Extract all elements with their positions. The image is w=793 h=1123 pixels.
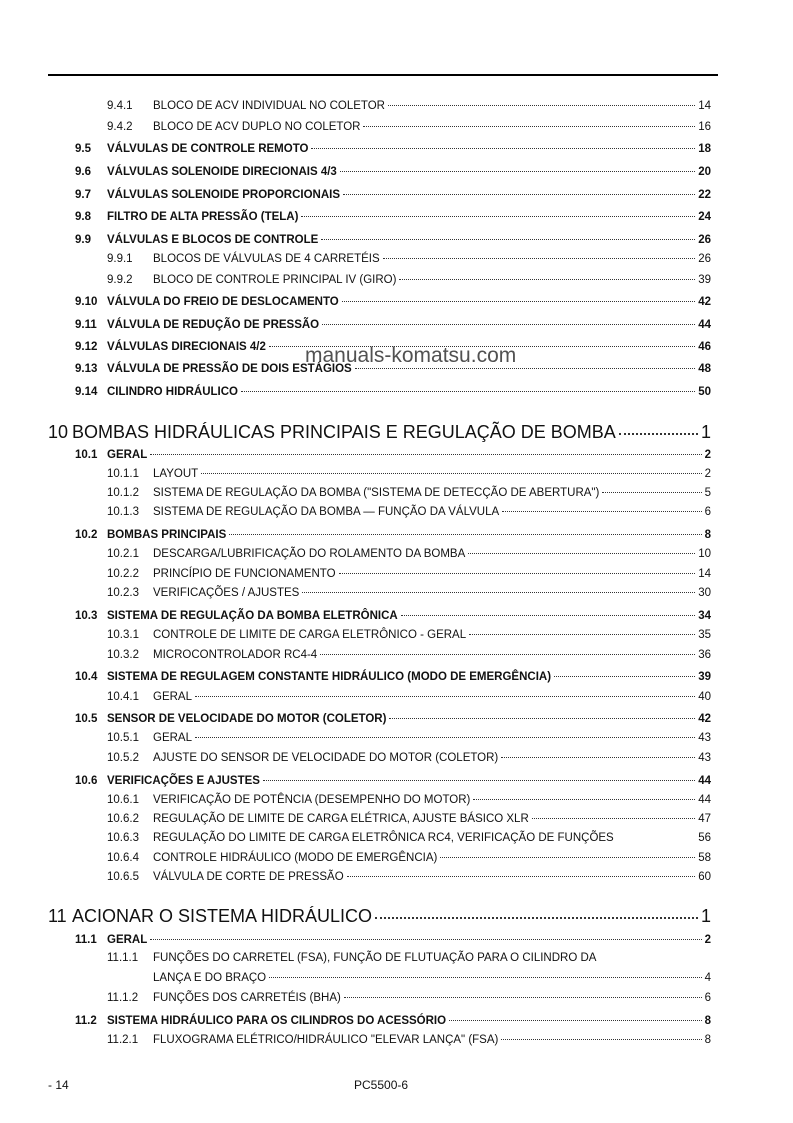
toc-entry-page: 26	[698, 234, 711, 246]
toc-entry-number: 9.10	[75, 296, 98, 308]
toc-entry-number: 10.6.1	[107, 794, 139, 806]
toc-entry[interactable]	[75, 931, 711, 947]
toc-entry-title: DESCARGA/LUBRIFICAÇÃO DO ROLAMENTO DA BOMBA	[153, 548, 466, 560]
toc-entry[interactable]	[107, 791, 711, 807]
toc-entry-number: 9.4.2	[107, 121, 133, 133]
toc-entry[interactable]	[107, 1031, 711, 1047]
toc-entry-number: 9.13	[75, 363, 98, 375]
toc-entry-page: 42	[698, 713, 711, 725]
toc-entry-title: FILTRO DE ALTA PRESSÃO (TELA)	[107, 211, 299, 223]
toc-entry-title: VÁLVULAS DE CONTROLE REMOTO	[107, 143, 309, 155]
toc-entry[interactable]	[75, 668, 711, 684]
toc-entry-title: SISTEMA DE REGULAÇÃO DA BOMBA ("SISTEMA DE DETECÇÃO DE ABERTURA")	[153, 487, 600, 499]
toc-entry-number: 9.11	[75, 319, 97, 331]
toc-entry-page: 18	[698, 143, 711, 155]
toc-entry-page: 44	[698, 319, 711, 331]
toc-entry-title: VÁLVULAS SOLENOIDE PROPORCIONAIS	[107, 189, 341, 201]
toc-entry-title: BOMBAS PRINCIPAIS	[107, 529, 227, 541]
toc-entry-page: 8	[704, 1034, 711, 1046]
toc-entry[interactable]	[107, 729, 711, 745]
toc-entry-page: 44	[698, 794, 711, 806]
toc-entry[interactable]	[107, 749, 711, 765]
dot-leader	[263, 769, 695, 781]
toc-entry-number: 11.1.2	[107, 992, 139, 1004]
toc-entry[interactable]	[107, 250, 711, 266]
toc-entry[interactable]	[107, 849, 711, 865]
toc-entry[interactable]	[75, 710, 711, 726]
dot-leader	[320, 643, 695, 655]
toc-entry-title: FLUXOGRAMA ELÉTRICO/HIDRÁULICO "ELEVAR LANÇA" (FSA)	[153, 1034, 499, 1046]
toc-entry-page: 39	[698, 671, 711, 683]
dot-leader	[269, 966, 701, 978]
toc-entry-number: 10.6.4	[107, 852, 139, 864]
toc-entry-number: 9.4.1	[107, 100, 133, 112]
toc-entry-title: VERIFICAÇÕES E AJUSTES	[107, 775, 260, 787]
toc-entry-title: VÁLVULAS DIRECIONAIS 4/2	[107, 341, 266, 353]
dot-leader	[302, 581, 695, 593]
dot-leader	[321, 228, 695, 240]
toc-entry-title: VÁLVULA DE REDUÇÃO DE PRESSÃO	[107, 319, 320, 331]
toc-entry-number: 9.7	[75, 189, 91, 201]
toc-entry-number: 10.1.2	[107, 487, 139, 499]
toc-entry-number: 10.2.3	[107, 587, 139, 599]
toc-entry-title: VÁLVULA DO FREIO DE DESLOCAMENTO	[107, 296, 339, 308]
toc-entry-number: 11.1.1	[107, 952, 139, 964]
toc-entry-number: 11	[48, 906, 67, 926]
dot-leader	[363, 115, 695, 127]
toc-entry-title: SISTEMA HIDRÁULICO PARA OS CILINDROS DO ACESSÓRIO	[107, 1015, 447, 1027]
dot-leader	[383, 247, 696, 259]
toc-entry-title: BLOCOS DE VÁLVULAS DE 4 CARRETÉIS	[153, 253, 380, 265]
dot-leader	[502, 500, 701, 512]
toc-entry-number: 10.3	[75, 610, 98, 622]
toc-entry-title: VERIFICAÇÕES / AJUSTES	[153, 587, 300, 599]
toc-entry-title: SISTEMA DE REGULAÇÃO DA BOMBA — FUNÇÃO DA VÁLVULA	[153, 506, 500, 518]
dot-leader	[241, 380, 695, 392]
toc-entry-number: 10.5.2	[107, 752, 139, 764]
dot-leader	[343, 183, 695, 195]
dot-leader	[401, 604, 696, 616]
toc-entry[interactable]	[107, 989, 711, 1005]
toc-entry[interactable]	[75, 231, 711, 247]
toc-entry-number: 9.8	[75, 211, 91, 223]
toc-entry[interactable]	[75, 186, 711, 202]
dot-leader	[449, 1009, 702, 1021]
toc-entry-number: 10.3.1	[107, 629, 139, 641]
toc-entry-title: GERAL	[107, 449, 148, 461]
toc-entry-title: VÁLVULA DE CORTE DE PRESSÃO	[153, 871, 344, 883]
toc-entry-page: 4	[704, 972, 711, 984]
toc-entry-page: 44	[698, 775, 711, 787]
dot-leader	[229, 523, 701, 535]
toc-entry-title: VERIFICAÇÃO DE POTÊNCIA (DESEMPENHO DO MOTOR)	[153, 794, 471, 806]
toc-entry-number: 9.14	[75, 386, 98, 398]
dot-leader	[468, 542, 695, 554]
toc-entry-number: 9.9	[75, 234, 91, 246]
toc-entry-number: 10.6.3	[107, 832, 139, 844]
toc-entry-number: 10.6.5	[107, 871, 139, 883]
toc-entry[interactable]	[75, 446, 711, 462]
toc-entry-title: MICROCONTROLADOR RC4-4	[153, 649, 318, 661]
toc-entry-title: REGULAÇÃO DE LIMITE DE CARGA ELÉTRICA, AJUSTE BÁSICO XLR	[153, 813, 529, 825]
toc-entry[interactable]	[107, 465, 711, 481]
toc-entry-number: 9.12	[75, 341, 98, 353]
toc-entry[interactable]	[107, 118, 711, 134]
dot-leader	[375, 901, 698, 919]
toc-entry-title: CONTROLE HIDRÁULICO (MODO DE EMERGÊNCIA)	[153, 852, 438, 864]
toc-entry-page: 1	[700, 906, 711, 926]
toc-entry-title: LAYOUT	[153, 468, 199, 480]
toc-entry-page: 26	[698, 253, 711, 265]
toc-entry-page: 20	[698, 166, 711, 178]
toc-entry-title: PRINCÍPIO DE FUNCIONAMENTO	[153, 568, 336, 580]
toc-entry-number: 10.6.2	[107, 813, 139, 825]
dot-leader	[340, 160, 695, 172]
toc-entry-page: 14	[698, 100, 711, 112]
dot-leader	[322, 313, 695, 325]
toc-entry-page: 16	[698, 121, 711, 133]
toc-entry-title: SISTEMA DE REGULAÇÃO DA BOMBA ELETRÔNICA	[107, 610, 398, 622]
dot-leader	[150, 928, 701, 940]
toc-entry-title: BLOCO DE ACV INDIVIDUAL NO COLETOR	[153, 100, 385, 112]
toc-entry-number: 10.1.3	[107, 506, 139, 518]
toc-entry-title: AJUSTE DO SENSOR DE VELOCIDADE DO MOTOR (COLETOR)	[153, 752, 499, 764]
toc-entry[interactable]	[48, 904, 711, 928]
toc-entry[interactable]	[107, 830, 711, 846]
toc-entry-title: SENSOR DE VELOCIDADE DO MOTOR (COLETOR)	[107, 713, 387, 725]
dot-leader	[440, 846, 695, 858]
toc-entry[interactable]	[75, 208, 711, 224]
toc-entry[interactable]	[48, 420, 711, 444]
dot-leader	[195, 726, 695, 738]
toc-entry-page: 42	[698, 296, 711, 308]
toc-entry-number: 10.2.1	[107, 548, 139, 560]
toc-entry[interactable]	[75, 163, 711, 179]
toc-entry-title: FUNÇÕES DOS CARRETÉIS (BHA)	[153, 992, 341, 1004]
toc-entry[interactable]	[107, 950, 711, 966]
toc-entry-number: 10.5.1	[107, 732, 139, 744]
toc-entry-title: REGULAÇÃO DO LIMITE DE CARGA ELETRÔNICA RC4, VERIFICAÇÃO DE FUNÇÕES	[153, 832, 614, 844]
toc-entry-number: 10.4.1	[107, 691, 139, 703]
toc-entry-page: 56	[698, 832, 711, 844]
toc-entry-title: GERAL	[107, 934, 148, 946]
toc-entry-page: 43	[698, 752, 711, 764]
toc-entry-page: 34	[698, 610, 711, 622]
dot-leader	[619, 417, 698, 435]
toc-entry-title: BLOCO DE CONTROLE PRINCIPAL IV (GIRO)	[153, 274, 397, 286]
toc-entry-title: ACIONAR O SISTEMA HIDRÁULICO	[72, 906, 373, 926]
watermark: manuals-komatsu.com	[305, 344, 517, 367]
toc-entry[interactable]	[107, 646, 711, 662]
toc-entry[interactable]	[75, 316, 711, 332]
toc-entry[interactable]	[75, 1012, 711, 1028]
toc-entry[interactable]	[107, 626, 711, 642]
toc-entry-page: 35	[698, 629, 711, 641]
toc-entry-title: SISTEMA DE REGULAGEM CONSTANTE HIDRÁULICO (MODO DE EMERGÊNCIA)	[107, 671, 552, 683]
toc-entry-number: 11.1	[75, 934, 97, 946]
dot-leader	[339, 562, 696, 574]
toc-entry-title: FUNÇÕES DO CARRETEL (FSA), FUNÇÃO DE FLUTUAÇÃO PARA O CILINDRO DA	[153, 952, 597, 964]
toc-entry-number: 10.2	[75, 529, 98, 541]
dot-leader	[342, 290, 695, 302]
dot-leader	[473, 788, 695, 800]
toc-entry-number: 10.4	[75, 671, 98, 683]
dot-leader	[618, 827, 698, 838]
toc-entry[interactable]	[75, 772, 711, 788]
toc-entry[interactable]	[107, 484, 711, 500]
toc-entry-page: 24	[698, 211, 711, 223]
toc-entry-page: 2	[704, 934, 711, 946]
toc-entry[interactable]	[107, 688, 711, 704]
toc-entry-page: 40	[698, 691, 711, 703]
toc-entry[interactable]	[107, 97, 711, 113]
toc-entry-title: GERAL	[153, 691, 192, 703]
toc-entry-continuation	[153, 969, 711, 985]
toc-entry-page: 6	[704, 992, 711, 1004]
toc-entry-number: 10.1	[75, 449, 98, 461]
spacer	[599, 947, 708, 958]
toc-entry-page: 10	[698, 548, 711, 560]
dot-leader	[501, 746, 695, 758]
dot-leader	[195, 685, 695, 697]
toc-entry-page: 8	[704, 1015, 711, 1027]
toc-entry-number: 10.3.2	[107, 649, 139, 661]
toc-entry-title: VÁLVULAS SOLENOIDE DIRECIONAIS 4/3	[107, 166, 337, 178]
toc-entry-number: 9.5	[75, 143, 91, 155]
toc-entry[interactable]	[107, 503, 711, 519]
dot-leader	[311, 137, 695, 149]
toc-entry[interactable]	[75, 526, 711, 542]
toc-entry-page: 43	[698, 732, 711, 744]
toc-entry-page: 48	[698, 363, 711, 375]
toc-entry-page: 6	[704, 506, 711, 518]
dot-leader	[344, 986, 702, 998]
toc-entry-page: 5	[704, 487, 711, 499]
toc-entry-title: VÁLVULA DE PRESSÃO DE DOIS ESTÁGIOS	[107, 363, 352, 375]
toc-entry-page: 50	[698, 386, 711, 398]
toc-entry-title: CONTROLE DE LIMITE DE CARGA ELETRÔNICO - GERAL	[153, 629, 467, 641]
toc-entry[interactable]	[107, 868, 711, 884]
toc-entry[interactable]	[75, 383, 711, 399]
dot-leader	[602, 481, 701, 493]
toc-entry[interactable]	[75, 607, 711, 623]
toc-entry-page: 30	[698, 587, 711, 599]
toc-entry[interactable]	[107, 565, 711, 581]
toc-entry[interactable]	[107, 545, 711, 561]
toc-entry-page: 39	[698, 274, 711, 286]
toc-entry-number: 10.2.2	[107, 568, 139, 580]
toc-entry-page: 58	[698, 852, 711, 864]
toc-entry-page: 14	[698, 568, 711, 580]
toc-entry-title: BOMBAS HIDRÁULICAS PRINCIPAIS E REGULAÇÃO DE BOMBA	[72, 422, 616, 442]
toc-entry-number: 10.1.1	[107, 468, 139, 480]
dot-leader	[150, 443, 701, 455]
dot-leader	[501, 1028, 701, 1040]
toc-entry[interactable]	[75, 293, 711, 309]
dot-leader	[347, 865, 696, 877]
toc-entry-number: 9.9.2	[107, 274, 133, 286]
toc-entry-page: 22	[698, 189, 711, 201]
toc-entry-title: VÁLVULAS E BLOCOS DE CONTROLE	[107, 234, 319, 246]
dot-leader	[201, 462, 701, 474]
toc-entry-title: GERAL	[153, 732, 192, 744]
toc-entry[interactable]	[75, 140, 711, 156]
toc-entry-title: BLOCO DE ACV DUPLO NO COLETOR	[153, 121, 361, 133]
dot-leader	[469, 623, 695, 635]
dot-leader	[532, 807, 695, 819]
toc-entry[interactable]	[107, 810, 711, 826]
toc-entry-page: 47	[698, 813, 711, 825]
header-rule	[48, 74, 718, 76]
dot-leader	[389, 707, 695, 719]
toc-entry-number: 10.6	[75, 775, 98, 787]
dot-leader	[554, 665, 695, 677]
toc-entry-number: 11.2.1	[107, 1034, 139, 1046]
dot-leader	[301, 205, 695, 217]
toc-entry-page: 46	[698, 341, 711, 353]
dot-leader	[388, 94, 695, 106]
toc-entry-page: 2	[704, 468, 711, 480]
toc-entry-number: 9.6	[75, 166, 91, 178]
footer-page-number: - 14	[48, 1078, 69, 1092]
toc-entry-page: 1	[700, 422, 711, 442]
toc-entry[interactable]	[107, 271, 711, 287]
toc-entry-title-continuation: LANÇA E DO BRAÇO	[153, 972, 267, 984]
dot-leader	[399, 268, 695, 280]
toc-entry-page: 36	[698, 649, 711, 661]
toc-entry-number: 10	[48, 422, 69, 442]
toc-entry-page: 60	[698, 871, 711, 883]
toc-entry-page: 8	[704, 529, 711, 541]
toc-entry-number: 10.5	[75, 713, 98, 725]
toc-entry-title: CILINDRO HIDRÁULICO	[107, 386, 238, 398]
footer-model: PC5500-6	[354, 1078, 409, 1092]
toc-entry[interactable]	[107, 584, 711, 600]
toc-entry-page: 2	[704, 449, 711, 461]
toc-entry-number: 11.2	[75, 1015, 97, 1027]
toc-entry-number: 9.9.1	[107, 253, 133, 265]
